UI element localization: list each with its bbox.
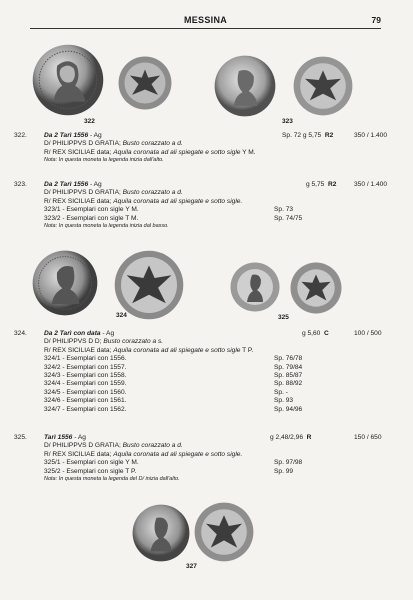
- catalog-entry-323: [14, 181, 393, 230]
- entry-weight: g 5,75 R2: [306, 181, 337, 188]
- entry-number: 322.: [14, 132, 27, 139]
- variety-row: 324/4 - Esemplari con 1559. Sp. 88/92: [44, 380, 303, 388]
- variety-row: 325/2 - Esemplari con sigle T P. Sp. 99: [44, 467, 294, 475]
- entry-weight: g 2,48/2,96 R: [270, 434, 312, 441]
- entry-note: Nota: In questa moneta la legenda inizia dall'alto.: [44, 157, 164, 164]
- variety-row: 323/2 - Esemplari con sigle T M. Sp. 74/75: [44, 214, 303, 222]
- coin-323-reverse-image: [293, 56, 353, 116]
- variety-row: 324/7 - Esemplari con 1562. Sp. 94/96: [44, 405, 303, 413]
- reverse-line: R/ REX SICILIAE data; Aquila coronata ad ali spiegate e sotto sigle Y M.: [44, 148, 256, 156]
- coin-323-obverse-image: [214, 55, 276, 117]
- coin-325-reverse-image: [290, 262, 342, 314]
- variety-row: 324/3 - Esemplari con 1558. Sp. 85/87: [44, 371, 303, 379]
- obverse-line: D/ PHILIPPVS D GRATIA; Busto corazzato a d.: [44, 442, 183, 450]
- entry-price: 100 / 500: [354, 330, 382, 337]
- coin-327-obverse-image: [132, 504, 190, 562]
- coin-label-327: 327: [186, 563, 197, 570]
- page-header: [30, 12, 381, 29]
- entry-weight: g 5,60 C: [302, 330, 329, 337]
- entry-rarity: R: [306, 434, 312, 441]
- coin-325-obverse-image: [230, 262, 280, 312]
- page-number: 79: [371, 15, 381, 25]
- variety-row: 324/6 - Esemplari con 1561. Sp. 93: [44, 397, 294, 405]
- entry-metal: - Ag: [72, 434, 86, 441]
- reverse-line: R/ REX SICILIAE data; Aquila coronata ad ali spiegate e sotto sigle T P.: [44, 346, 254, 354]
- catalog-entry-322: [14, 132, 393, 165]
- entry-metal: - Ag: [100, 330, 115, 337]
- entry-price: 150 / 650: [354, 434, 382, 441]
- entry-name: Da 2 Tarì con data: [44, 330, 101, 337]
- entry-name: Da 2 Tarì 1556: [44, 132, 89, 139]
- entry-metal: - Ag: [88, 132, 102, 139]
- page-title: MESSINA: [183, 15, 228, 25]
- entry-name: Da 2 Tarì 1556: [44, 181, 89, 188]
- coin-label-323: 323: [282, 118, 293, 125]
- entry-price: 350 / 1.400: [354, 132, 387, 139]
- variety-row: 325/1 - Esemplari con sigle Y M. Sp. 97/98: [44, 459, 303, 467]
- coin-324-reverse-image: [114, 250, 184, 320]
- variety-row: 324/5 - Esemplari con 1560. Sp. -: [44, 388, 288, 396]
- entry-number: 325.: [14, 434, 27, 441]
- coin-324-obverse-image: [32, 250, 98, 316]
- variety-row: 323/1 - Esemplari con sigle Y M. Sp. 73: [44, 206, 294, 214]
- entry-rarity: C: [324, 330, 329, 337]
- entry-name: Tarì 1556: [44, 434, 73, 441]
- coin-322-obverse-image: [32, 44, 104, 116]
- entry-number: 324.: [14, 330, 27, 337]
- obverse-line: D/ PHILIPPVS D GRATIA; Busto corazzato a d.: [44, 189, 183, 197]
- entry-weight: Sp. 72 g 5,75 R2: [282, 132, 334, 139]
- variety-row: 324/1 - Esemplari con 1556. Sp. 76/78: [44, 355, 303, 363]
- coin-label-322: 322: [84, 118, 95, 125]
- entry-metal: - Ag: [88, 181, 102, 188]
- coin-322-reverse-image: [118, 56, 172, 110]
- catalog-entry-324: [14, 330, 393, 414]
- obverse-line: D/ PHILIPPVS D D; Busto corazzato a s.: [44, 338, 164, 346]
- entry-rarity: R2: [328, 181, 337, 188]
- catalog-entry-325: [14, 434, 393, 483]
- reverse-line: R/ REX SICILIAE data; Aquila coronata ad ali spiegate e sotto sigle.: [44, 450, 243, 458]
- obverse-line: D/ PHILIPPVS D GRATIA; Busto corazzato a d.: [44, 140, 183, 148]
- entry-note: Nota: In questa moneta la legenda del D/ inizia dall'alto.: [44, 475, 180, 482]
- variety-row: 324/2 - Esemplari con 1557. Sp. 79/84: [44, 363, 303, 371]
- entry-price: 350 / 1.400: [354, 181, 387, 188]
- coin-327-reverse-image: [194, 502, 254, 562]
- entry-number: 323.: [14, 181, 27, 188]
- entry-rarity: R2: [324, 132, 334, 139]
- coin-label-324: 324: [116, 312, 127, 319]
- entry-note: Nota: In questa moneta la legenda inizia dal basso.: [44, 222, 169, 229]
- coin-label-325: 325: [278, 314, 289, 321]
- reverse-line: R/ REX SICILIAE data; Aquila coronata ad ali spiegate e sotto sigle.: [44, 197, 243, 205]
